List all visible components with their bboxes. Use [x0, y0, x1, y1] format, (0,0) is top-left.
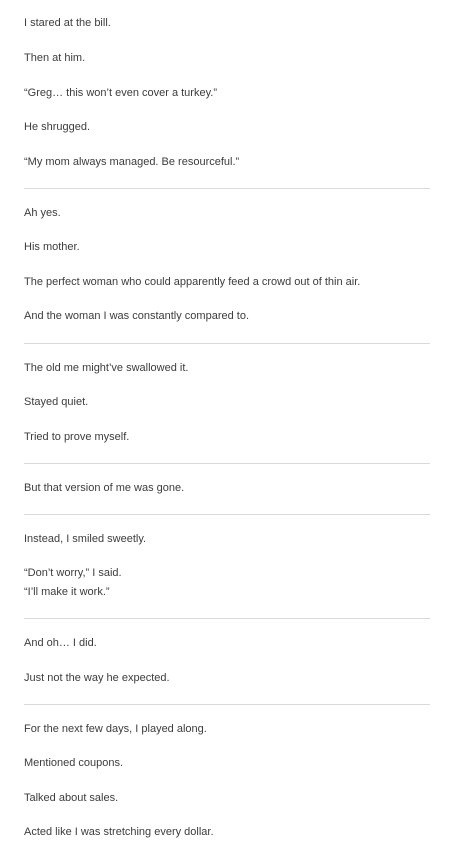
paragraph: Talked about sales.: [24, 792, 119, 804]
paragraph: “Don’t worry,” I said.: [24, 567, 122, 579]
paragraph: The perfect woman who could apparently feed a crowd out of thin air.: [24, 276, 361, 288]
paragraph: Then at him.: [24, 52, 86, 64]
paragraph: Just not the way he expected.: [24, 672, 170, 684]
paragraph: But that version of me was gone.: [24, 482, 185, 494]
section-divider: [24, 704, 430, 705]
paragraph: The old me might’ve swallowed it.: [24, 362, 189, 374]
paragraph: “My mom always managed. Be resourceful.”: [24, 156, 240, 168]
paragraph: “Greg… this won’t even cover a turkey.”: [24, 87, 217, 99]
paragraph: For the next few days, I played along.: [24, 723, 207, 735]
section-divider: [24, 514, 430, 515]
section-divider: [24, 618, 430, 619]
paragraph: And the woman I was constantly compared to.: [24, 310, 250, 322]
paragraph: “I’ll make it work.”: [24, 586, 110, 598]
paragraph: And oh… I did.: [24, 637, 97, 649]
section-divider: [24, 463, 430, 464]
paragraph: His mother.: [24, 241, 80, 253]
paragraph: Mentioned coupons.: [24, 757, 124, 769]
section-divider: [24, 188, 430, 189]
paragraph: Stayed quiet.: [24, 396, 89, 408]
paragraph: Instead, I smiled sweetly.: [24, 533, 147, 545]
paragraph: Acted like I was stretching every dollar.: [24, 826, 214, 838]
paragraph: He shrugged.: [24, 121, 91, 133]
paragraph: I stared at the bill.: [24, 17, 111, 29]
paragraph: Tried to prove myself.: [24, 431, 130, 443]
section-divider: [24, 343, 430, 344]
paragraph: Ah yes.: [24, 207, 61, 219]
